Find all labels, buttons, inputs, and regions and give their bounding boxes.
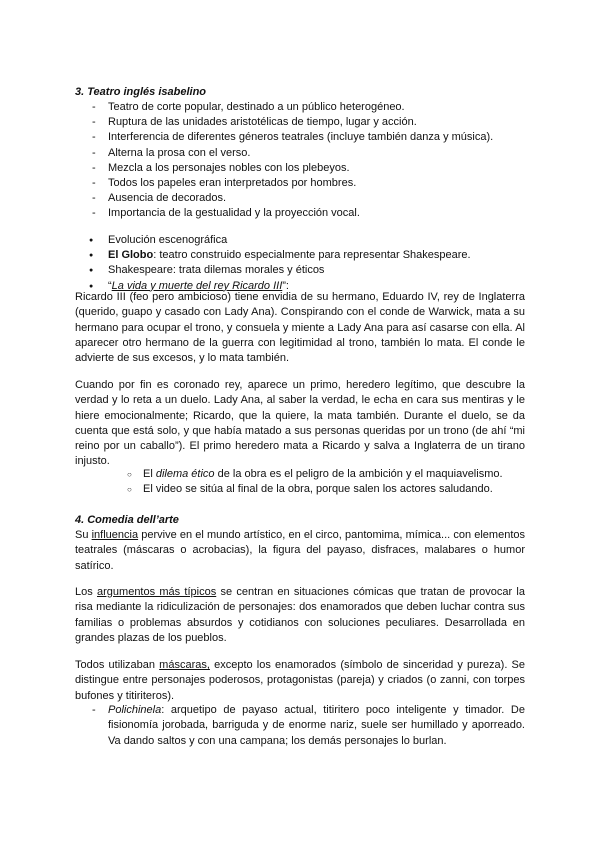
- text: se centran en situaciones cómicas que tratan de provocar la risa mediante la ridiculización de personajes: dos enamorados que deben luchar contra sus familias o problemas absurdos y cotidianos con soluciones peculiares. Desarrollada en grandes plazas de los pueblos.: [75, 586, 525, 644]
- list-item: - Importancia de la gestualidad y la proyección vocal.: [75, 206, 493, 221]
- list-item: - Teatro de corte popular, destinado a un público heterogéneo.: [75, 100, 493, 115]
- play-title: La vida y muerte del rey Ricardo III: [111, 279, 283, 292]
- list-item: - Interferencia de diferentes géneros teatrales (incluye también danza y música).: [75, 130, 493, 145]
- paragraph: [75, 528, 525, 574]
- text: Los: [75, 586, 98, 598]
- text: : arquetipo de payaso actual, titiritero poco inteligente y timador. De fisionomía jorobada, barriguda y de enorme nariz, suele ser humillado y aporreado. Va dando saltos y con una campana; los demás personajes lo burlan.: [108, 704, 525, 747]
- list-item: - Ausencia de decorados.: [75, 191, 493, 206]
- paragraph: Cuando por fin es coronado rey, aparece un primo, heredero legítimo, que descubre la verdad y lo reta a un duelo. Lady Ana, al saber la verdad, le echa en cara sus mentiras y le hiere emocionalmente; Ricardo, que la quiere, la mata también. Durante el duelo, se da cuenta que está solo, y que había matado a sus personas queridas por un trono (de ahí “mi reino por un caballo”). El primo heredero mata a Ricardo y salva a Inglaterra de un tirano injusto.: [75, 379, 525, 468]
- bullet-list: [75, 233, 471, 294]
- list-item: ● Evolución escenográfica: [75, 233, 471, 248]
- list-item: ○ El video se sitúa al final de la obra, porque salen los actores saludando.: [75, 482, 503, 497]
- text: pervive en el mundo artístico, en el circo, pantomima, mímica... con elementos teatrales (máscaras o acrobacias), la figura del payaso, disfraces, malabares o humor satírico.: [75, 529, 525, 572]
- character-name: Polichinela: [108, 704, 162, 716]
- quote-open: “: [108, 279, 112, 292]
- dash-bullet: -: [92, 704, 96, 716]
- quote-close: ”:: [282, 279, 289, 292]
- text: excepto los enamorados (símbolo de sinceridad y pureza). Se distingue entre personajes poderosos, protagonistas (pareja) y criados (o zanni, con torpes bufones y titiriteros).: [75, 659, 525, 702]
- text: Su: [75, 529, 92, 541]
- underlined-text: influencia: [91, 529, 139, 541]
- text: Todos utilizaban: [75, 659, 160, 671]
- section3-title: 3. Teatro inglés isabelino: [75, 86, 207, 98]
- list-item: - Ruptura de las unidades aristotélicas de tiempo, lugar y acción.: [75, 115, 493, 130]
- sub-text: de la obra es el peligro de la ambición y el maquiavelismo.: [214, 468, 503, 480]
- list-item: [75, 703, 525, 749]
- sub-list: [75, 467, 503, 497]
- paragraph: [75, 585, 525, 646]
- features-list: [75, 100, 493, 222]
- underlined-text: argumentos más típicos: [97, 586, 217, 598]
- globe-label: El Globo: [108, 249, 154, 262]
- section4-title: 4. Comedia dell’arte: [75, 514, 179, 526]
- list-item: - Todos los papeles eran interpretados por hombres.: [75, 176, 493, 191]
- paragraph: Ricardo III (feo pero ambicioso) tiene envidia de su hermano, Eduardo IV, rey de Inglaterra (querido, guapo y casado con Lady Ana). Conspirando con el conde de Warwick, mata a su hermano para ocupar el trono, y consuela y miente a Lady Ana para así casarse con ella. Al aparecer otro hermano de la guerra con legitimidad al trono, también lo mata. El conde le advierte de sus excesos, y lo mata también.: [75, 291, 525, 365]
- sub-italic: dilema ético: [155, 468, 215, 480]
- list-item: ● Shakespeare: trata dilemas morales y éticos: [75, 263, 471, 278]
- list-item: - Mezcla a los personajes nobles con los plebeyos.: [75, 161, 493, 176]
- underlined-text: máscaras,: [159, 659, 210, 671]
- sub-text: El: [143, 468, 156, 480]
- list-item: [75, 467, 503, 482]
- globe-text: : teatro construido especialmente para representar Shakespeare.: [153, 249, 471, 262]
- list-item: [75, 248, 471, 263]
- list-item: - Alterna la prosa con el verso.: [75, 146, 493, 161]
- paragraph: [75, 658, 525, 704]
